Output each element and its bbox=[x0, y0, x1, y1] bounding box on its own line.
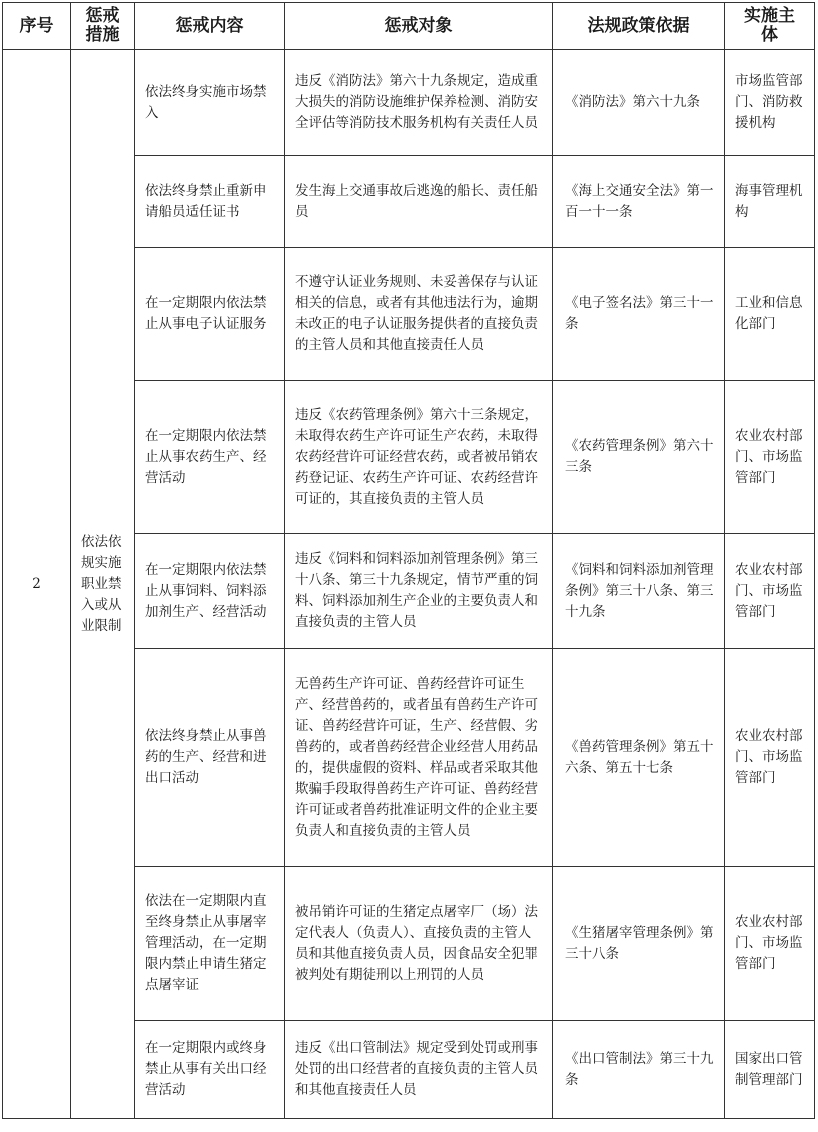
target-cell: 发生海上交通事故后逃逸的船长、责任船员 bbox=[285, 156, 553, 248]
basis-cell: 《农药管理条例》第六十三条 bbox=[553, 381, 725, 534]
content-cell: 依法终身实施市场禁入 bbox=[135, 50, 285, 156]
target-cell: 无兽药生产许可证、兽药经营许可证生产、经营兽药的，或者虽有兽药生产许可证、兽药经营许可证，生产、经营假、劣兽药的，或者兽药经营企业经营人用药品的，提供虚假的资料、样品或者采取其他欺骗手段取得兽药生产许可证、兽药经营许可证或者兽药批准证明文件的企业主要负责人和直接负责的主管人员 bbox=[285, 649, 553, 867]
subject-cell: 农业农村部门、市场监管部门 bbox=[725, 534, 815, 649]
header-basis: 法规政策依据 bbox=[553, 3, 725, 50]
measure-cell: 依法依规实施职业禁入或从业限制 bbox=[71, 50, 135, 1119]
subject-cell: 市场监管部门、消防救援机构 bbox=[725, 50, 815, 156]
seq-cell: 2 bbox=[3, 50, 71, 1119]
subject-cell: 工业和信息化部门 bbox=[725, 248, 815, 381]
content-cell: 依法终身禁止重新申请船员适任证书 bbox=[135, 156, 285, 248]
subject-cell: 海事管理机构 bbox=[725, 156, 815, 248]
target-cell: 被吊销许可证的生猪定点屠宰厂（场）法定代表人（负责人）、直接负责的主管人员和其他直接负责人员，因食品安全犯罪被判处有期徒刑以上刑罚的人员 bbox=[285, 867, 553, 1021]
subject-cell: 农业农村部门、市场监管部门 bbox=[725, 649, 815, 867]
subject-cell: 农业农村部门、市场监管部门 bbox=[725, 867, 815, 1021]
subject-cell: 国家出口管制管理部门 bbox=[725, 1021, 815, 1119]
target-cell: 违反《出口管制法》规定受到处罚或刑事处罚的出口经营者的直接负责的主管人员和其他直接责任人员 bbox=[285, 1021, 553, 1119]
subject-cell: 农业农村部门、市场监管部门 bbox=[725, 381, 815, 534]
target-cell: 违反《消防法》第六十九条规定，造成重大损失的消防设施维护保养检测、消防安全评估等消防技术服务机构有关责任人员 bbox=[285, 50, 553, 156]
basis-cell: 《兽药管理条例》第五十六条、第五十七条 bbox=[553, 649, 725, 867]
basis-cell: 《海上交通安全法》第一百一十一条 bbox=[553, 156, 725, 248]
basis-cell: 《生猪屠宰管理条例》第三十八条 bbox=[553, 867, 725, 1021]
header-measure: 惩戒措施 bbox=[71, 3, 135, 50]
table-row bbox=[3, 50, 815, 156]
header-content: 惩戒内容 bbox=[135, 3, 285, 50]
target-cell: 违反《农药管理条例》第六十三条规定，未取得农药生产许可证生产农药，未取得农药经营许可证经营农药，或者被吊销农药登记证、农药生产许可证、农药经营许可证的，其直接负责的主管人员 bbox=[285, 381, 553, 534]
content-cell: 在一定期限内依法禁止从事饲料、饲料添加剂生产、经营活动 bbox=[135, 534, 285, 649]
header-row bbox=[3, 3, 815, 50]
content-cell: 在一定期限内依法禁止从事电子认证服务 bbox=[135, 248, 285, 381]
target-cell: 不遵守认证业务规则、未妥善保存与认证相关的信息，或者有其他违法行为，逾期未改正的电子认证服务提供者的直接负责的主管人员和其他直接责任人员 bbox=[285, 248, 553, 381]
content-cell: 在一定期限内或终身禁止从事有关出口经营活动 bbox=[135, 1021, 285, 1119]
penalty-table bbox=[2, 2, 815, 1119]
header-target: 惩戒对象 bbox=[285, 3, 553, 50]
content-cell: 在一定期限内依法禁止从事农药生产、经营活动 bbox=[135, 381, 285, 534]
content-cell: 依法终身禁止从事兽药的生产、经营和进出口活动 bbox=[135, 649, 285, 867]
content-cell: 依法在一定期限内直至终身禁止从事屠宰管理活动，在一定期限内禁止申请生猪定点屠宰证 bbox=[135, 867, 285, 1021]
target-cell: 违反《饲料和饲料添加剂管理条例》第三十八条、第三十九条规定，情节严重的饲料、饲料添加剂生产企业的主要负责人和直接负责的主管人员 bbox=[285, 534, 553, 649]
basis-cell: 《消防法》第六十九条 bbox=[553, 50, 725, 156]
basis-cell: 《饲料和饲料添加剂管理条例》第三十八条、第三十九条 bbox=[553, 534, 725, 649]
header-subject: 实施主体 bbox=[725, 3, 815, 50]
header-seq: 序号 bbox=[3, 3, 71, 50]
basis-cell: 《电子签名法》第三十一条 bbox=[553, 248, 725, 381]
basis-cell: 《出口管制法》第三十九条 bbox=[553, 1021, 725, 1119]
